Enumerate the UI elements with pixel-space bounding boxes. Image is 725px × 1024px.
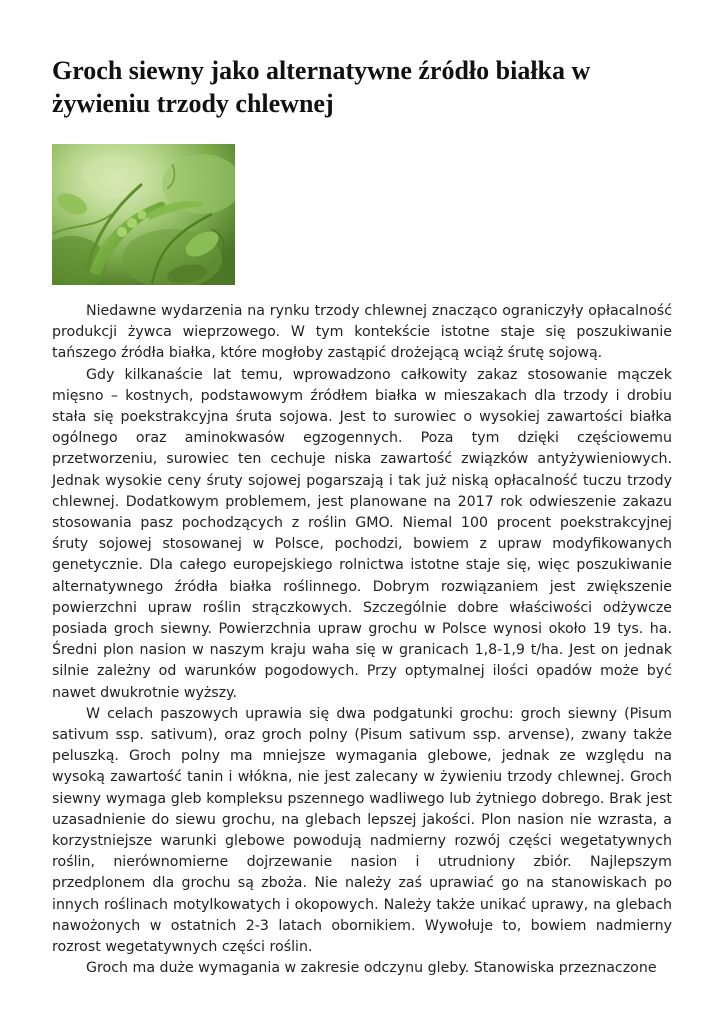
paragraph-3: W celach paszowych uprawia się dwa podgatunki grochu: groch siewny (Pisum sativum ssp. sativum), oraz groch polny (Pisum sativum ssp. arvense), zwany także peluszką. Groch polny ma mniejsze wymagania glebowe, jednak ze względu na wysoką zawartość tanin i włókna, nie jest zalecany w żywieniu trzody chlewnej. Groch siewny wymaga gleb kompleksu pszennego wadliwego lub żytniego dobrego. Brak jest uzasadnienie do siewu grochu, na glebach lepszej jakości. Plon nasion nie wzrasta, a korzystniejsze warunki glebowe powodują nadmierny rozwój części wegetatywnych roślin, nierównomierne dojrzewanie nasion i utrudniony zbiór. Najlepszym przedplonem dla grochu są zboża. Nie należy zaś uprawiać go na stanowiskach po innych roślinach motylkowatych i okopowych. Należy także unikać uprawy, na glebach nawożonych w ostatnich 2-3 latach obornikiem. Wywołuje to, bowiem nadmierny rozrost wegetatywnych części roślin.: [52, 705, 672, 956]
pea-plant-photo: [52, 144, 235, 285]
article-body: [52, 301, 672, 980]
paragraph-2: Gdy kilkanaście lat temu, wprowadzono całkowity zakaz stosowanie mączek mięsno – kostnych, podstawowym źródłem białka w mieszakach dla trzody i drobiu stała się poekstrakcyjna śruta sojowa. Jest to surowiec o wysokiej zawartości białka ogólnego oraz aminokwasów egzogennych. Poza tym dzięki częściowemu przetworzeniu, surowiec ten cechuje niska zawartość związków antyżywieniowych. Jednak wysokie ceny śruty sojowej pogarszają i tak już niską opłacalność tuczu trzody chlewnej. Dodatkowym problemem, jest planowane na 2017 rok odwieszenie zakazu stosowania pasz pochodzących z roślin GMO. Niemal 100 procent poekstrakcyjnej śruty sojowej stosowanej w Polsce, pochodzi, bowiem z upraw modyfikowanych genetycznie. Dla całego europejskiego rolnictwa istotne staje się, więc poszukiwanie alternatywnego źródła białka roślinnego. Dobrym rozwiązaniem jest zwiększenie powierzchni upraw roślin strączkowych. Szczególnie dobre właściwości odżywcze posiada groch siewny. Powierzchnia upraw grochu w Polsce wynosi około 19 tys. ha. Średni plon nasion w naszym kraju waha się w granicach 1,8-1,9 t/ha. Jest on jednak silnie zależny od warunków pogodowych. Przy optymalnej ilości opadów może być nawet dwukrotnie wyższy.: [52, 366, 672, 701]
paragraph-1: Niedawne wydarzenia na rynku trzody chlewnej znacząco ograniczyły opłacalność produkcji żywca wieprzowego. W tym kontekście istotne staje się poszukiwanie tańszego źródła białka, które mogłoby zastąpić drożejącą wciąż śrutę sojową.: [52, 303, 672, 362]
article: [52, 54, 672, 980]
pea-plant-illustration: [52, 144, 235, 285]
paragraph-4: Groch ma duże wymagania w zakresie odczynu gleby. Stanowiska przeznaczone: [86, 960, 657, 977]
article-title: Groch siewny jako alternatywne źródło białka w żywieniu trzody chlewnej: [52, 56, 591, 118]
